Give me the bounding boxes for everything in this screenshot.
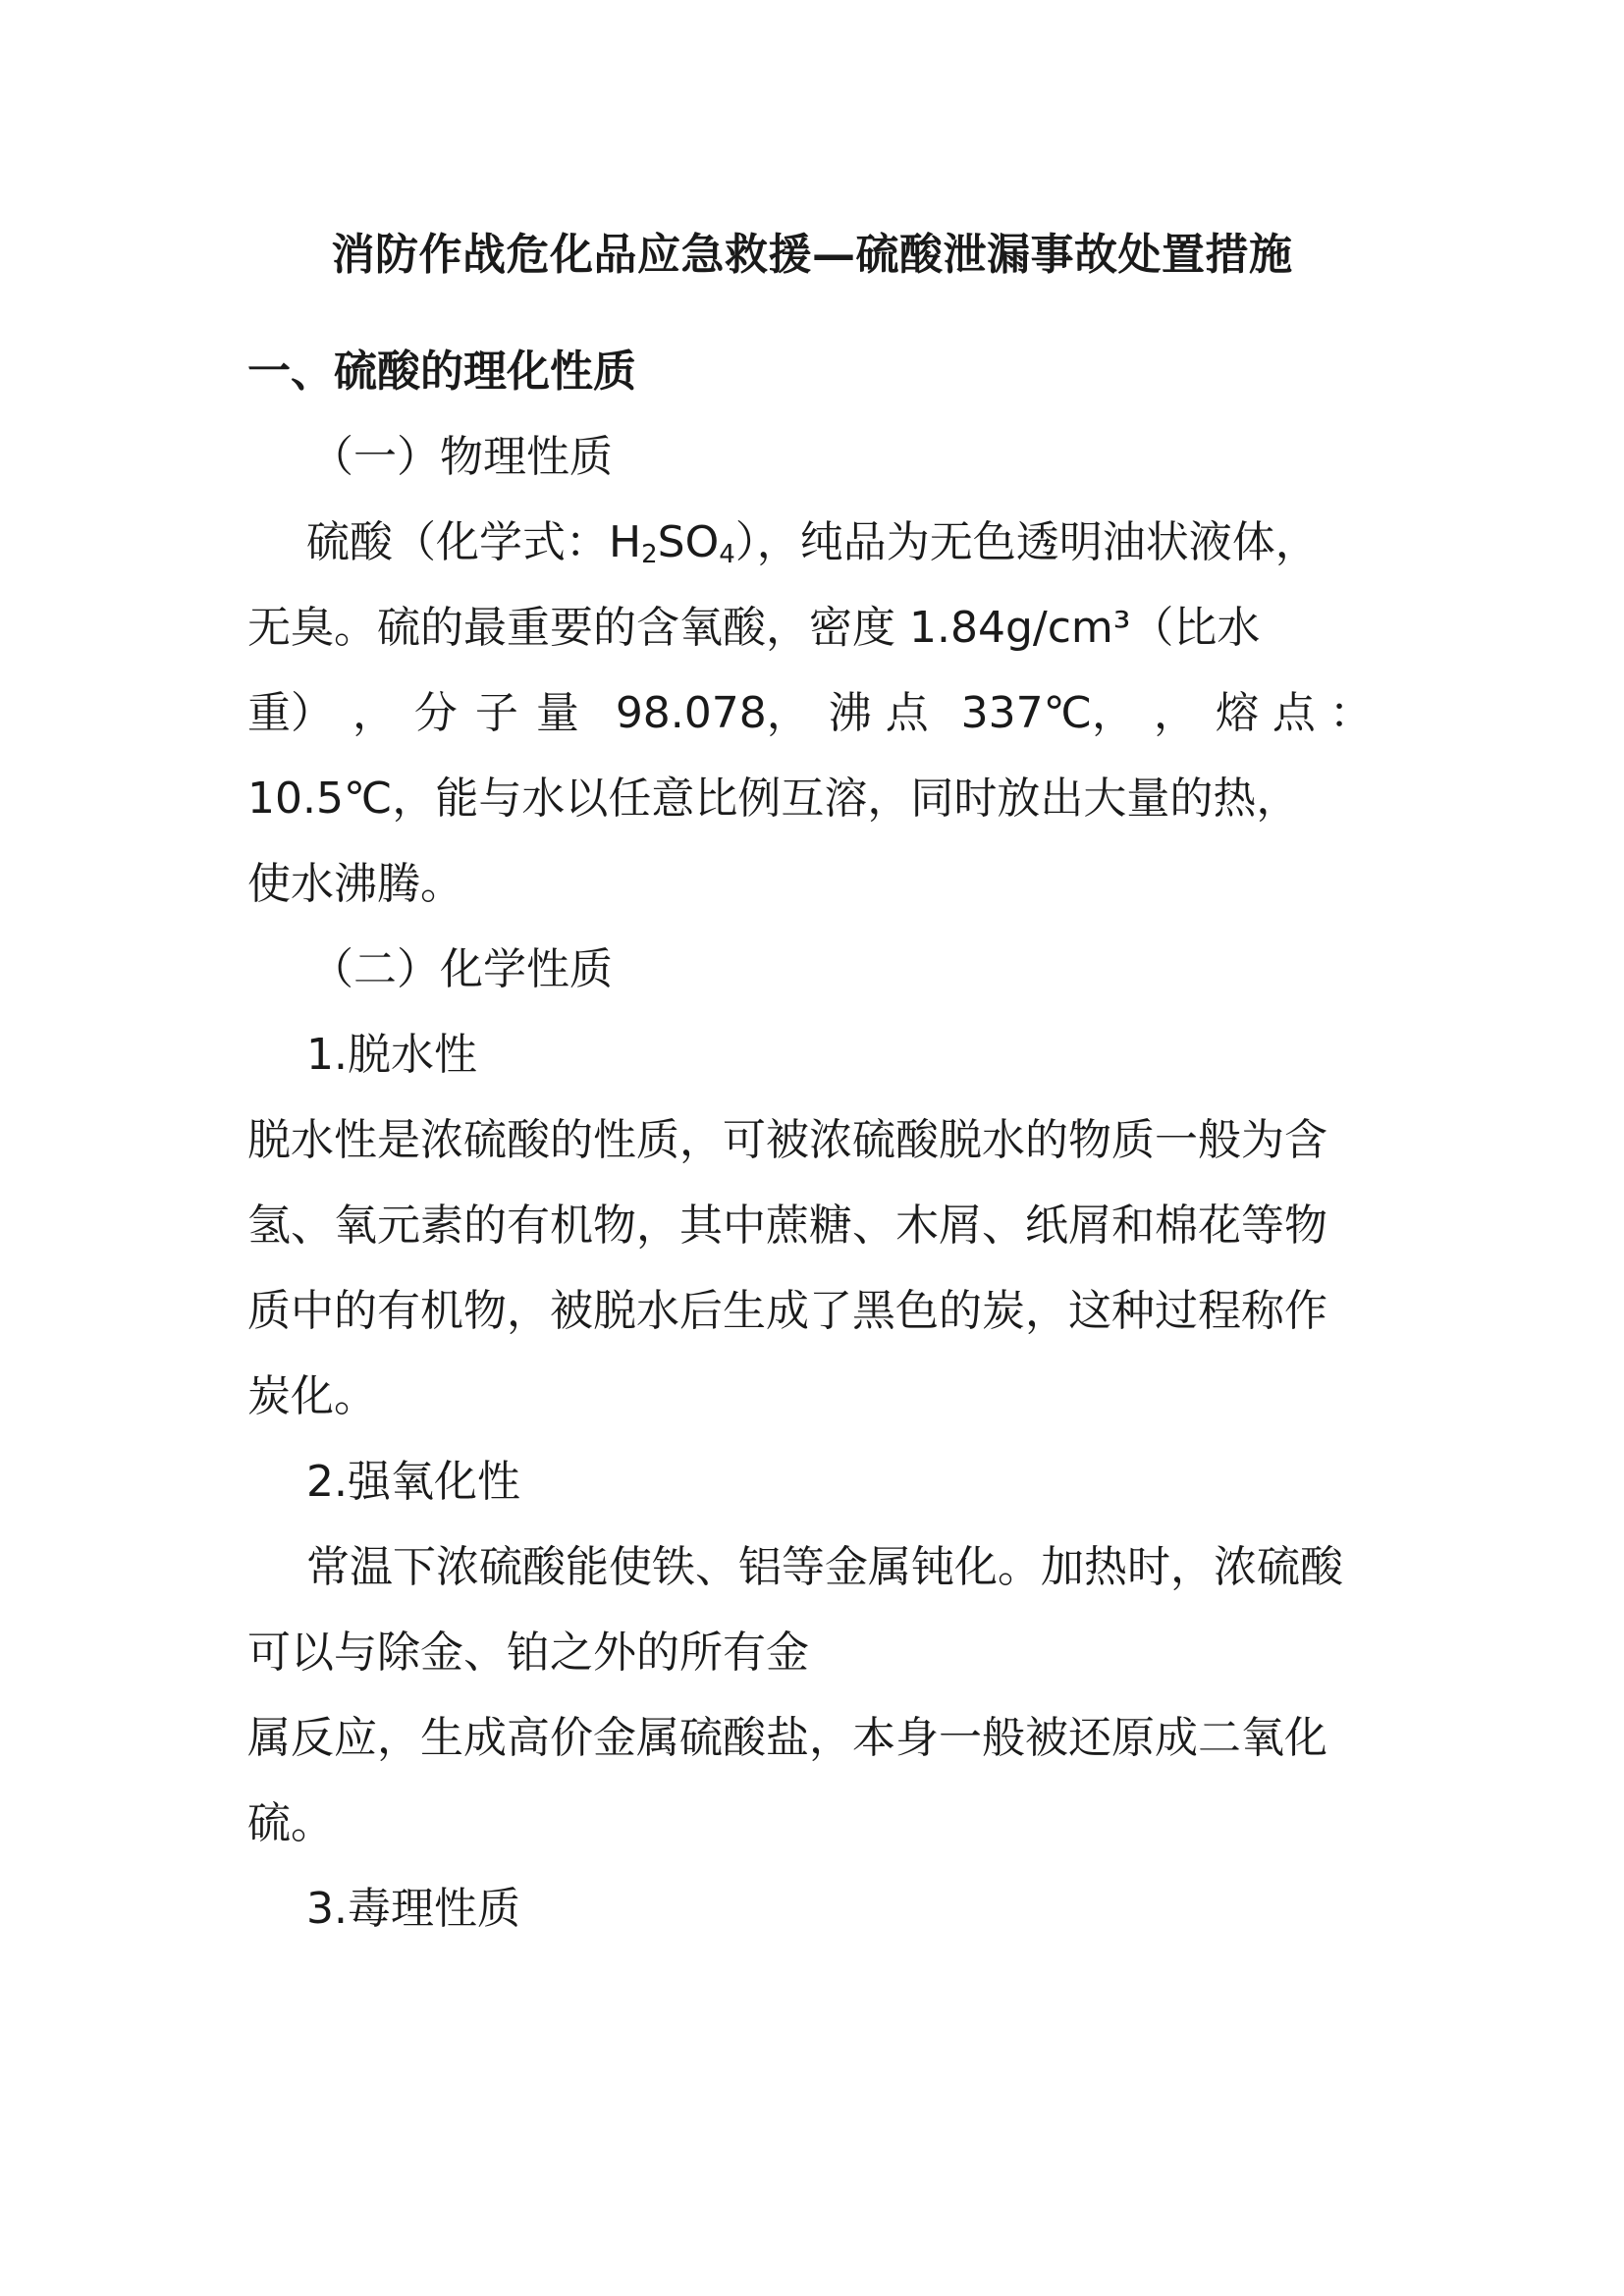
justified-word: 分子量 xyxy=(413,688,597,738)
justified-word: ， xyxy=(1154,688,1197,738)
dehydration-paragraph-line-1: 脱水性是浓硫酸的性质，可被浓硫酸脱水的物质一般为含 xyxy=(247,1115,1327,1165)
oxidation-paragraph-line-2: 可以与除金、铂之外的所有金 xyxy=(247,1628,809,1678)
physical-paragraph-line-3 xyxy=(247,682,1386,745)
justified-word: 沸点 xyxy=(828,688,943,738)
physical-paragraph-line-1 xyxy=(306,511,1319,586)
physical-paragraph-line-4: 10.5℃，能与水以任意比例互溶，同时放出大量的热， xyxy=(247,774,1300,824)
oxidation-paragraph-line-1: 常温下浓硫酸能使铁、铝等金属钝化。加热时，浓硫酸 xyxy=(306,1542,1343,1592)
formula-text-c: ），纯品为无色透明油状液体， xyxy=(734,517,1319,567)
justified-word: 熔点： xyxy=(1215,688,1386,738)
justified-word: ， xyxy=(352,688,396,738)
subsection-heading-physical: （一）物理性质 xyxy=(310,432,613,482)
oxidation-paragraph-line-4: 硫。 xyxy=(247,1798,334,1848)
physical-paragraph-line-2: 无臭。硫的最重要的含氧酸，密度 1.84g/cm³（比水 xyxy=(247,603,1261,653)
subsection-heading-chemical: （二）化学性质 xyxy=(310,944,613,994)
item-heading-dehydration: 1.脱水性 xyxy=(306,1030,477,1080)
justified-word: 重） xyxy=(247,688,334,738)
formula-subscript-4: 4 xyxy=(719,540,735,569)
formula-text-a: 硫酸（化学式：H xyxy=(306,517,642,567)
dehydration-paragraph-line-3: 质中的有机物，被脱水后生成了黑色的炭，这种过程称作 xyxy=(247,1286,1327,1336)
document-title: 消防作战危化品应急救援—硫酸泄漏事故处置措施 xyxy=(331,230,1293,280)
oxidation-paragraph-line-3: 属反应，生成高价金属硫酸盐，本身一般被还原成二氧化 xyxy=(247,1713,1327,1763)
physical-paragraph-line-5: 使水沸腾。 xyxy=(247,859,463,909)
dehydration-paragraph-line-4: 炭化。 xyxy=(247,1371,377,1421)
item-heading-oxidation: 2.强氧化性 xyxy=(306,1457,520,1507)
dehydration-paragraph-line-2: 氢、氧元素的有机物，其中蔗糖、木屑、纸屑和棉花等物 xyxy=(247,1201,1327,1251)
formula-text-b: SO xyxy=(657,517,720,567)
item-heading-toxicology: 3.毒理性质 xyxy=(306,1884,520,1934)
justified-word: 337℃， xyxy=(960,688,1136,738)
justified-word: 98.078， xyxy=(615,688,810,738)
section-heading-properties: 一、硫酸的理化性质 xyxy=(247,347,636,397)
formula-subscript-2: 2 xyxy=(641,540,658,569)
